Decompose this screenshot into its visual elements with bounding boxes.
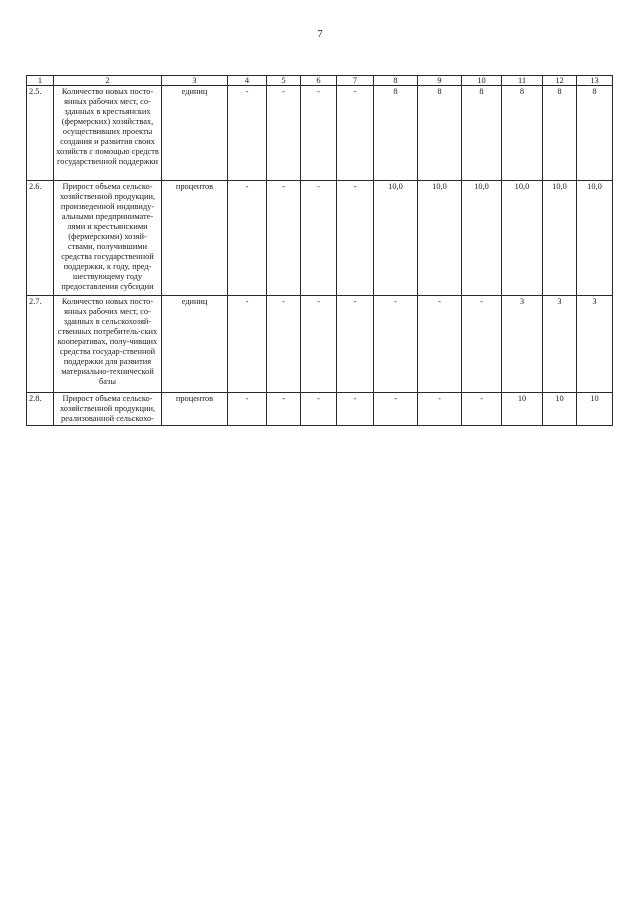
indicator-value: -	[267, 181, 301, 296]
unit-of-measure: единиц	[162, 86, 228, 181]
indicator-value: -	[301, 181, 337, 296]
unit-of-measure: единиц	[162, 296, 228, 393]
indicator-value: -	[462, 393, 502, 426]
column-header: 2	[54, 76, 162, 86]
column-header: 13	[577, 76, 613, 86]
indicator-value: -	[267, 296, 301, 393]
column-header: 10	[462, 76, 502, 86]
indicator-value: -	[337, 393, 374, 426]
indicator-value: -	[267, 393, 301, 426]
indicator-value: -	[418, 393, 462, 426]
indicator-value: -	[228, 393, 267, 426]
indicator-value: -	[228, 181, 267, 296]
column-header: 1	[27, 76, 54, 86]
table-row	[27, 181, 613, 296]
indicator-value: 8	[374, 86, 418, 181]
row-number: 2.5.	[27, 86, 54, 181]
indicator-value: 10,0	[418, 181, 462, 296]
indicator-value: 8	[462, 86, 502, 181]
indicator-value: 3	[577, 296, 613, 393]
indicator-value: -	[374, 393, 418, 426]
indicator-value: -	[337, 296, 374, 393]
indicator-value: -	[228, 86, 267, 181]
indicator-value: 8	[577, 86, 613, 181]
indicator-description: Прирост объема сельско-хозяйственной продукции, произведенной индивиду-альными предпринимате-лями и крестьянскими (фермерскими) хозяй-ствами, получившими средства государственной поддержки, к году, пред-шествующему году предоставления субсидии	[54, 181, 162, 296]
indicator-value: -	[301, 393, 337, 426]
indicator-value: 10,0	[543, 181, 577, 296]
indicator-value: 8	[418, 86, 462, 181]
indicator-description: Количество новых посто-янных рабочих мест, со-зданных в крестьянских (фермерских) хозяйствах, осуществивших проекты создания и развития своих хозяйств с помощью средств государственной поддержки	[54, 86, 162, 181]
column-header: 4	[228, 76, 267, 86]
column-header: 12	[543, 76, 577, 86]
indicator-table	[26, 75, 613, 426]
row-number: 2.8.	[27, 393, 54, 426]
table-row	[27, 86, 613, 181]
indicator-value: -	[267, 86, 301, 181]
indicator-value: -	[462, 296, 502, 393]
indicator-value: -	[374, 296, 418, 393]
unit-of-measure: процентов	[162, 181, 228, 296]
table-row	[27, 296, 613, 393]
indicator-value: 10	[543, 393, 577, 426]
indicator-value: 10,0	[462, 181, 502, 296]
indicator-value: 8	[543, 86, 577, 181]
column-header: 5	[267, 76, 301, 86]
indicator-value: 8	[502, 86, 543, 181]
row-number: 2.6.	[27, 181, 54, 296]
indicator-value: -	[228, 296, 267, 393]
page-number: 7	[317, 28, 323, 40]
row-number: 2.7.	[27, 296, 54, 393]
indicator-value: 10,0	[577, 181, 613, 296]
indicator-value: 3	[543, 296, 577, 393]
indicator-value: -	[301, 296, 337, 393]
column-header: 11	[502, 76, 543, 86]
indicator-value: 10	[577, 393, 613, 426]
indicator-value: -	[337, 181, 374, 296]
indicator-value: 10,0	[374, 181, 418, 296]
column-header: 7	[337, 76, 374, 86]
column-header: 6	[301, 76, 337, 86]
indicator-value: 10	[502, 393, 543, 426]
indicator-value: -	[418, 296, 462, 393]
indicator-value: -	[337, 86, 374, 181]
indicator-value: -	[301, 86, 337, 181]
table-header-row	[27, 76, 613, 86]
indicator-description: Количество новых посто-янных рабочих мест, со-зданных в сельскохозяй-ственных потребитель-ских кооперативах, полу-чивших средства государ-ственной поддержки для развития материально-технической базы	[54, 296, 162, 393]
unit-of-measure: процентов	[162, 393, 228, 426]
indicator-description: Прирост объема сельско-хозяйственной продукции, реализованной сельскохо-	[54, 393, 162, 426]
column-header: 3	[162, 76, 228, 86]
indicator-value: 10,0	[502, 181, 543, 296]
column-header: 9	[418, 76, 462, 86]
table-row	[27, 393, 613, 426]
indicator-value: 3	[502, 296, 543, 393]
column-header: 8	[374, 76, 418, 86]
